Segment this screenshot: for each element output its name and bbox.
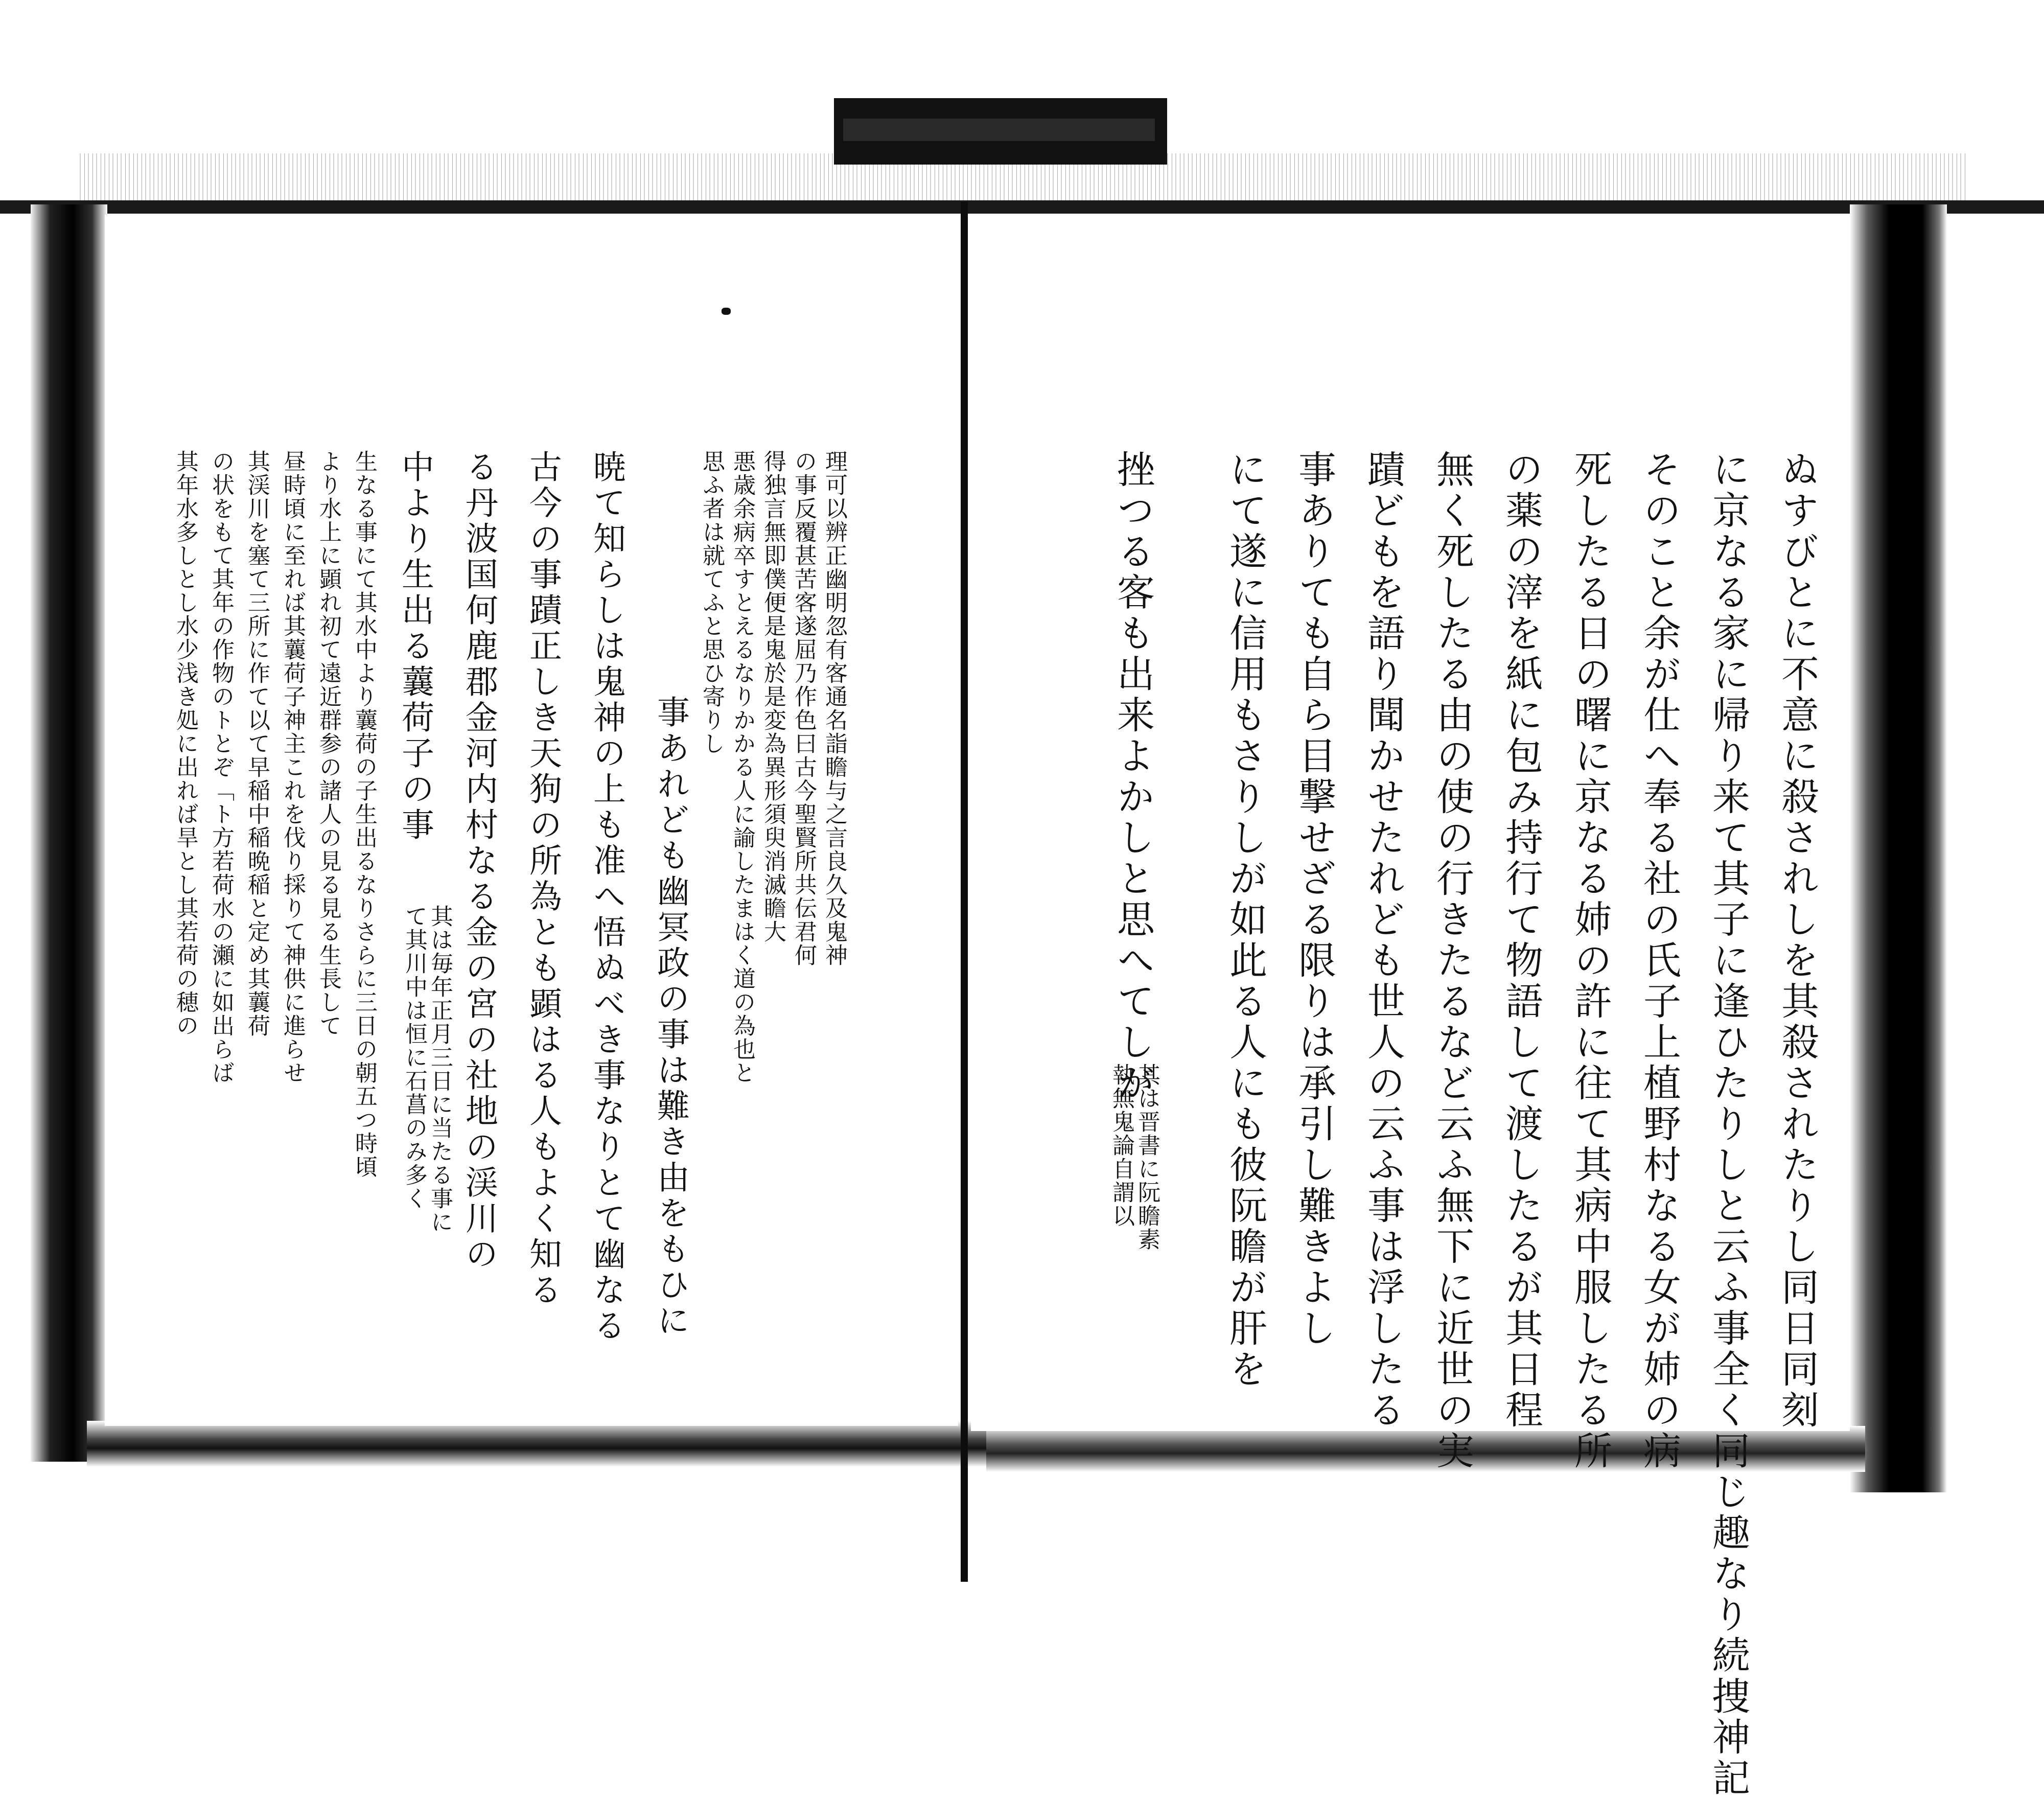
left-col-3: 得独言無即僕便是鬼於是変為異形須臾消滅瞻大 [760,450,786,943]
right-col-1: ぬすびとに不意に殺されしを其殺されたりし同日同刻 [1775,450,1819,1431]
left-col-4: 悪歳余病卒すとえるなりかかる人に諭したまはく道の為也と [729,450,755,1085]
left-col-note-1: 其は毎年正月三日に当たる事に [427,905,453,1234]
left-col-1: 理可以辨正幽明忽有客通名詣瞻与之言良久及鬼神 [821,450,847,967]
right-col-2: に京なる家に帰り来て其子に逢ひたりしと云ふ事全く同じ趣なり続捜神記 [1706,450,1750,1799]
left-page-edge [31,204,107,1462]
right-col-9: にて遂に信用もさりしが如此る人にも彼阮瞻が肝を [1223,450,1267,1390]
left-col-12: より水上に顕れ初て遠近群参の諸人の見る見る生長して [315,450,341,1037]
left-col-6: 事あれども幽冥政の事は難き由をもひに [652,695,689,1339]
left-bottom-edge [87,1421,986,1467]
top-tab-inner [843,119,1155,141]
right-page-edge [1850,204,1947,1492]
right-col-5: の薬の滓を紙に包み持行て物語して渡したるが其日程 [1499,450,1543,1431]
left-col-2: の事反覆甚苦客遂屈乃作色曰古今聖賢所共伝君何 [791,450,817,967]
ink-blot [722,308,731,315]
top-binding-rule [0,200,2044,214]
left-col-13: 昼時頃に至れば其蘘荷子神主これを伐り採りて神供に進らせ [280,450,306,1085]
right-col-6: 無く死したる由の使の行きたるなど云ふ無下に近世の実 [1430,450,1474,1472]
left-col-9: る丹波国何鹿郡金河内村なる金の宮の社地の渓川の [460,450,498,1273]
left-col-14: 其渓川を塞て三所に作て以て早稲中稲晩稲と定め其蘘荷 [244,450,270,1037]
right-col-note-1: 其は晋書に阮瞻素 [1134,1063,1160,1251]
right-col-8: 事ありても自ら目撃せざる限りは承引し難きよし [1292,450,1336,1349]
left-col-16: 其年水多しとし水少浅き処に出れば旱とし其若荷の穂の [172,450,198,1037]
right-col-10: 挫つる客も出来よかしと思へてしが [1111,450,1155,1104]
center-gutter [961,202,968,1582]
right-col-note-2: 執無鬼論自謂以 [1108,1063,1134,1228]
left-col-8: 古今の事蹟正しき天狗の所為とも顕はる人もよく知る [524,450,562,1308]
left-col-10: 中より生出る蘘荷子の事 [396,450,434,843]
right-col-4: 死したる日の曙に京なる姉の許に往て其病中服したる所 [1568,450,1612,1472]
left-col-5: 思ふ者は就てふと思ひ寄りし [699,450,725,755]
right-col-3: そのこと余が仕へ奉る社の氏子上植野村なる女が姉の病 [1637,450,1681,1472]
left-col-note-2: て其川中は恒に石菖のみ多く [401,905,427,1210]
left-col-15: の状をもて其年の作物のトとぞ「ト方若荷水の瀬に如出らば [208,450,234,1085]
left-col-11: 生なる事にて其水中より蘘荷の子生出るなりさらに三日の朝五つ時頃 [351,450,377,1179]
right-col-7: 蹟どもを語り聞かせたれども世人の云ふ事は浮したる [1361,450,1405,1431]
left-col-7: 暁て知らしは鬼神の上も准へ悟ぬべき事なりとて幽なる [588,450,625,1344]
